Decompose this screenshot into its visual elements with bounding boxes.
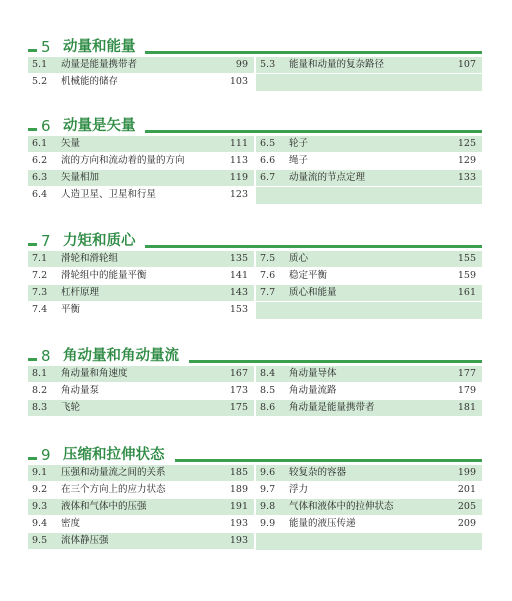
chapter-number: 7 [41,232,51,250]
section-number: 7.6 [260,270,276,281]
toc-entry[interactable] [28,465,254,482]
chapter-number: 8 [41,347,51,365]
section-number: 9.6 [260,467,276,478]
chapter-heading [28,232,482,250]
toc-entry[interactable] [28,74,254,91]
section-number: 6.1 [32,138,48,149]
section-number: 9.9 [260,518,276,529]
toc-columns [28,136,482,204]
toc-entry[interactable] [28,499,254,516]
page-number: 99 [235,59,248,70]
page-number: 155 [457,253,476,264]
page-number: 103 [229,76,248,87]
toc-entry[interactable] [28,268,254,285]
section-title: 流体静压强 [61,535,109,546]
toc-column-right [256,465,482,550]
section-title: 角动量是能量携带者 [289,402,375,413]
section-number: 9.8 [260,501,276,512]
section-title: 动量是能量携带者 [61,59,138,70]
section-number: 7.1 [32,253,48,264]
heading-rule [145,130,482,133]
page-number: 201 [457,484,476,495]
section-number: 9.7 [260,484,276,495]
chapter-section [28,347,482,417]
toc-column-left [28,57,254,91]
page-number: 209 [457,518,476,529]
toc-entry[interactable] [256,153,482,170]
section-number: 9.3 [32,501,48,512]
toc-entry[interactable] [28,516,254,533]
toc-column-right [256,251,482,319]
page-number: 191 [229,501,248,512]
chapter-section [28,117,482,204]
page-number: 199 [457,467,476,478]
page-number: 193 [229,535,248,546]
toc-entry[interactable] [28,400,254,417]
section-title: 能量的液压传递 [289,518,356,529]
page-number: 167 [229,368,248,379]
section-title: 绳子 [289,155,309,166]
section-number: 9.5 [32,535,48,546]
section-title: 气体和液体中的拉伸状态 [289,501,394,512]
toc-entry[interactable] [256,400,482,417]
section-number: 9.2 [32,484,48,495]
chapter-heading [28,117,482,135]
page-number: 189 [229,484,248,495]
toc-entry[interactable] [256,170,482,187]
page-number: 141 [229,270,248,281]
section-title: 角动量泵 [61,385,100,396]
toc-entry[interactable] [256,285,482,302]
section-title: 流的方向和流动着的量的方向 [61,155,185,166]
page-number: 181 [457,402,476,413]
page-number: 143 [229,287,248,298]
toc-entry[interactable] [256,136,482,153]
toc-columns [28,251,482,319]
toc-entry[interactable] [256,499,482,516]
page-number: 133 [457,172,476,183]
toc-columns [28,465,482,550]
toc-entry[interactable] [28,302,254,319]
toc-entry[interactable] [28,482,254,499]
section-title: 密度 [61,518,81,529]
toc-entry[interactable] [256,366,482,383]
toc-entry[interactable] [256,268,482,285]
toc-entry[interactable] [28,153,254,170]
page-number: 129 [457,155,476,166]
page-number: 161 [457,287,476,298]
chapter-number: 9 [41,446,51,464]
section-title: 轮子 [289,138,309,149]
heading-rule [175,459,482,462]
section-number: 5.3 [260,59,276,70]
section-title: 质心和能量 [289,287,337,298]
toc-entry[interactable] [28,251,254,268]
section-number: 7.7 [260,287,276,298]
section-title: 质心 [289,253,309,264]
heading-rule [145,245,482,248]
toc-entry[interactable] [256,482,482,499]
page-number: 173 [229,385,248,396]
section-title: 飞轮 [61,402,81,413]
section-number: 8.1 [32,368,48,379]
chapter-section [28,38,482,91]
page-number: 125 [457,138,476,149]
toc-column-right [256,366,482,417]
section-number: 7.5 [260,253,276,264]
section-number: 8.2 [32,385,48,396]
section-title: 角动量和角速度 [61,368,128,379]
section-number: 6.3 [32,172,48,183]
section-title: 稳定平衡 [289,270,328,281]
chapter-section [28,232,482,319]
page-number: 177 [457,368,476,379]
section-title: 矢量 [61,138,81,149]
chapter-number: 6 [41,117,51,135]
chapter-number: 5 [41,38,51,56]
toc-entry[interactable] [28,285,254,302]
section-number: 8.3 [32,402,48,413]
page-number: 159 [457,270,476,281]
page-number: 107 [457,59,476,70]
section-title: 滑轮组中的能量平衡 [61,270,147,281]
chapter-title: 力矩和质心 [63,233,136,249]
section-title: 平衡 [61,304,81,315]
toc-entry[interactable] [28,187,254,204]
page-number: 119 [229,172,248,183]
toc-column-right [256,57,482,91]
toc-entry[interactable] [256,251,482,268]
chapter-heading [28,446,482,464]
toc-entry[interactable] [256,57,482,74]
section-title: 角动量流路 [289,385,337,396]
section-title: 压强和动量流之间的关系 [61,467,166,478]
page-number: 175 [229,402,248,413]
section-title: 较复杂的容器 [289,467,347,478]
chapter-title: 角动量和角动量流 [63,348,179,364]
section-number: 9.1 [32,467,48,478]
toc-column-right [256,136,482,204]
page-number: 111 [229,138,248,149]
toc-entry[interactable] [28,533,254,550]
page-number: 205 [457,501,476,512]
toc-entry[interactable] [256,465,482,482]
page-number: 123 [229,189,248,200]
section-title: 在三个方向上的应力状态 [61,484,166,495]
section-number: 7.3 [32,287,48,298]
section-title: 矢量相加 [61,172,100,183]
section-title: 滑轮和滑轮组 [61,253,119,264]
section-title: 角动量导体 [289,368,337,379]
chapter-section [28,446,482,550]
toc-entry[interactable] [28,170,254,187]
chapter-heading [28,38,482,56]
section-title: 浮力 [289,484,309,495]
page-number: 193 [229,518,248,529]
section-number: 7.4 [32,304,48,315]
heading-dash [28,128,37,131]
heading-rule [189,360,482,363]
heading-dash [28,457,37,460]
toc-column-left [28,366,254,417]
toc-entry[interactable] [256,516,482,533]
section-title: 动量流的节点定理 [289,172,366,183]
chapter-title: 压缩和拉伸状态 [63,447,165,463]
toc-entry[interactable] [28,383,254,400]
section-title: 液体和气体中的压强 [61,501,147,512]
section-number: 6.5 [260,138,276,149]
heading-dash [28,243,37,246]
toc-entry[interactable] [28,136,254,153]
chapter-heading [28,347,482,365]
heading-dash [28,358,37,361]
page-number: 135 [229,253,248,264]
section-number: 8.4 [260,368,276,379]
section-number: 9.4 [32,518,48,529]
page-number: 153 [229,304,248,315]
toc-entry[interactable] [28,57,254,74]
section-title: 杠杆原理 [61,287,100,298]
heading-dash [28,49,37,52]
toc-column-left [28,251,254,319]
section-number: 6.7 [260,172,276,183]
section-number: 8.5 [260,385,276,396]
section-number: 6.6 [260,155,276,166]
page-number: 185 [229,467,248,478]
toc-entry[interactable] [256,383,482,400]
section-number: 5.2 [32,76,48,87]
toc-column-left [28,136,254,204]
chapter-title: 动量是矢量 [63,118,136,134]
toc-columns [28,366,482,417]
heading-rule [145,51,482,54]
section-number: 6.2 [32,155,48,166]
section-number: 8.6 [260,402,276,413]
section-title: 人造卫星、卫星和行星 [61,189,157,200]
toc-columns [28,57,482,91]
section-number: 5.1 [32,59,48,70]
toc-column-left [28,465,254,550]
section-number: 7.2 [32,270,48,281]
page-number: 113 [229,155,248,166]
section-title: 能量和动量的复杂路径 [289,59,385,70]
toc-entry[interactable] [28,366,254,383]
chapter-title: 动量和能量 [63,39,136,55]
section-number: 6.4 [32,189,48,200]
section-title: 机械能的储存 [61,76,119,87]
page-number: 179 [457,385,476,396]
